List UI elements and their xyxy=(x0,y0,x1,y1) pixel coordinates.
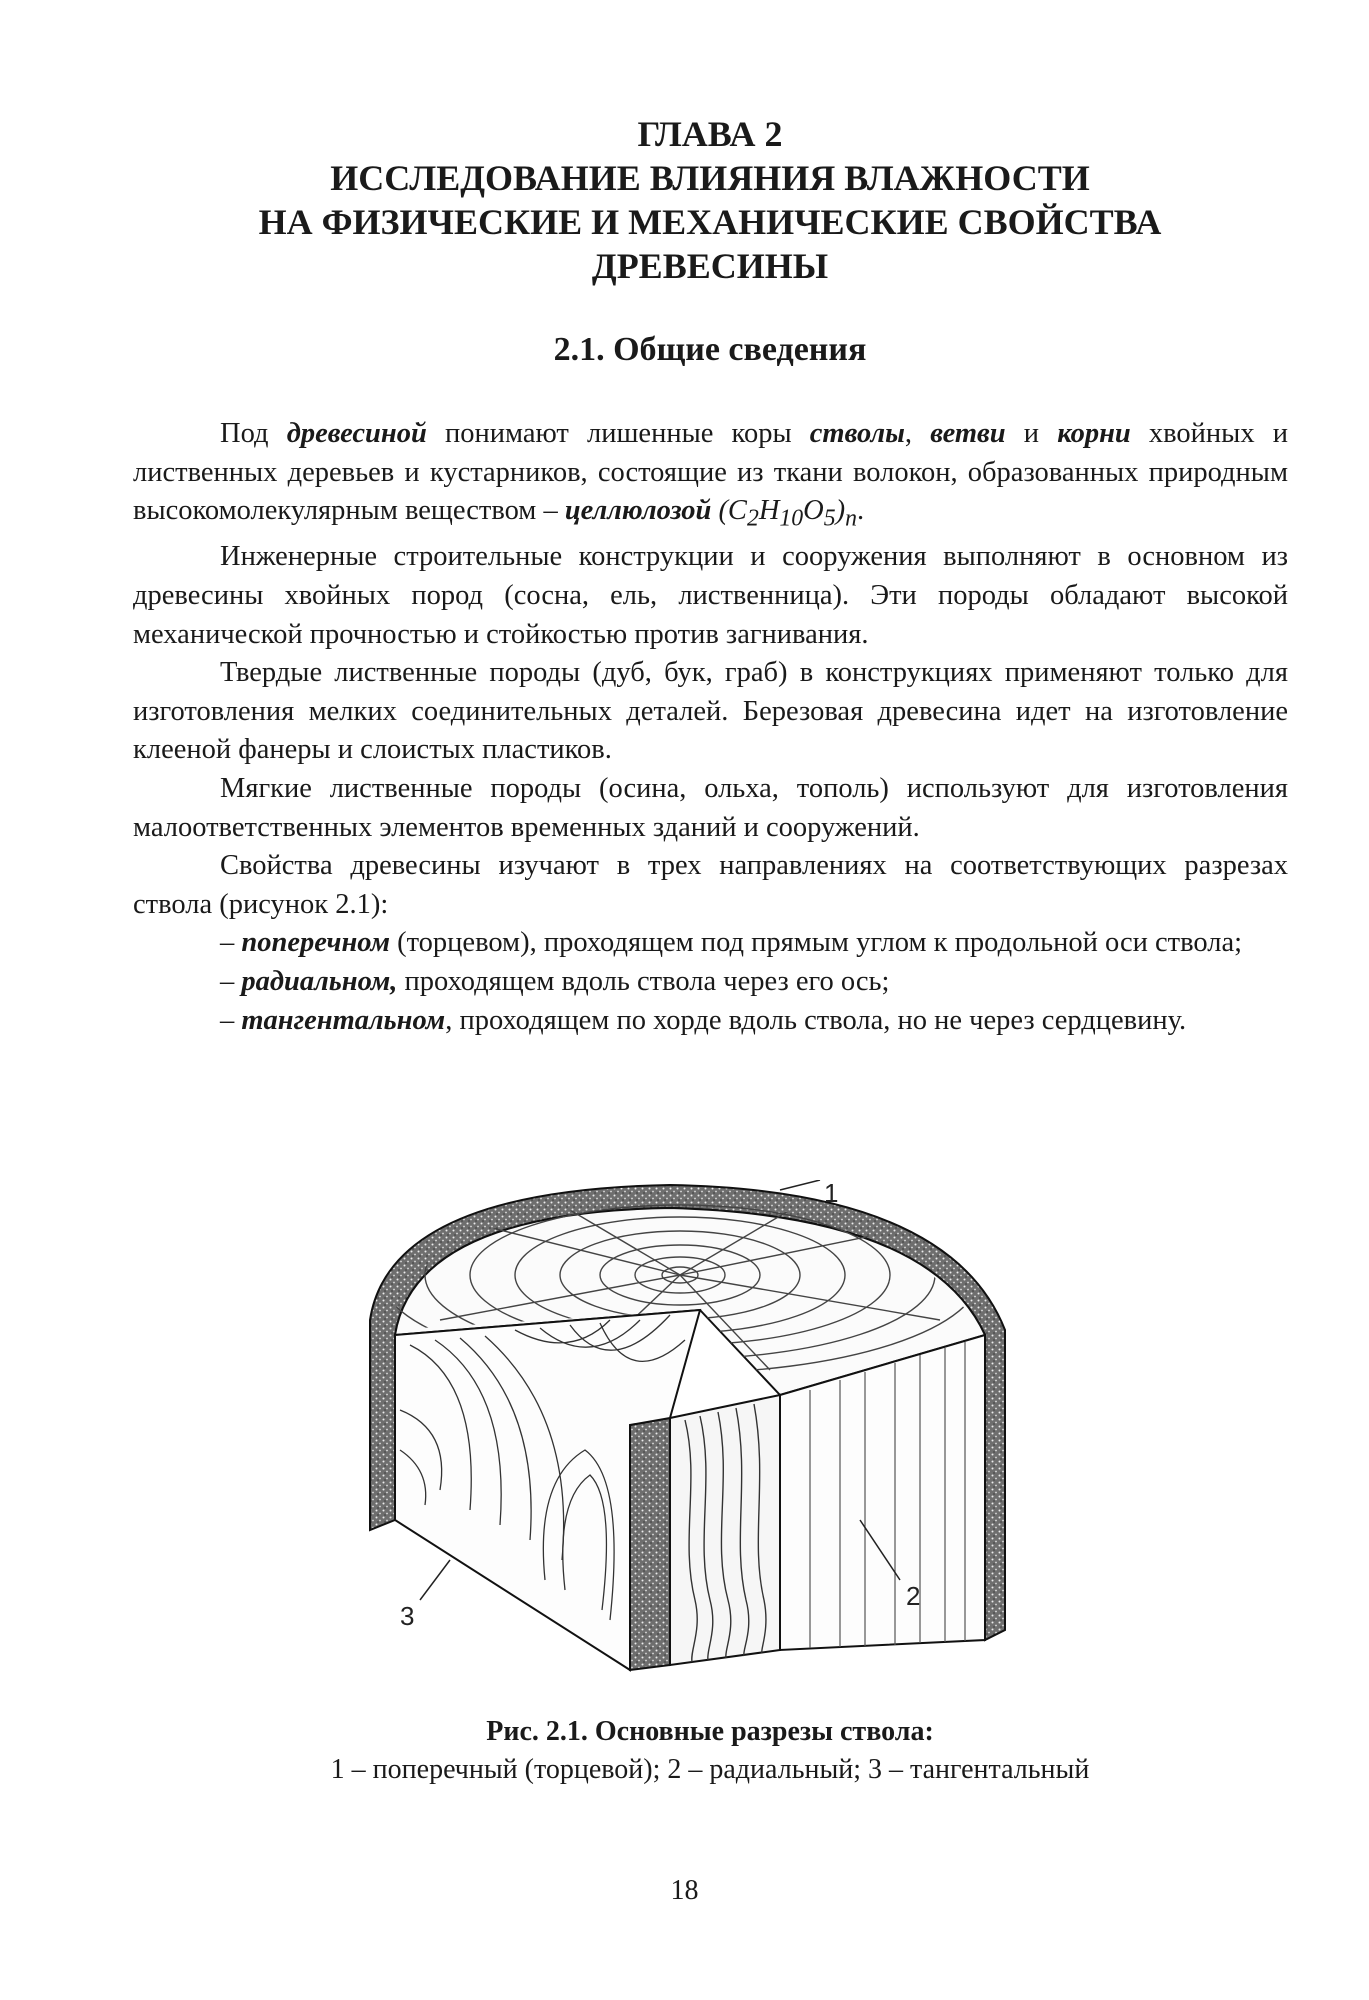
chapter-heading xyxy=(150,112,1270,288)
list-item-radial-section: – радиальном, проходящем вдоль ствола через его ось; xyxy=(220,966,890,997)
figure-label-2: 2 xyxy=(906,1581,921,1611)
trunk-sections-illustration xyxy=(340,1180,1080,1680)
chapter-title-line-1: ИССЛЕДОВАНИЕ ВЛИЯНИЯ ВЛАЖНОСТИ xyxy=(330,158,1090,198)
term-roots: корни xyxy=(1057,418,1131,449)
paragraph-coniferous: Инженерные строительные конструкции и сооружения выполняют в основном из древесины хвойных пород (сосна, ель, лиственница). Эти породы обладают высокой механической прочностью и стойкостью против загнивания. xyxy=(133,541,1288,650)
paragraph-hardwood: Твердые лиственные породы (дуб, бук, граб) в конструкциях применяют только для изготовления мелких соединительных деталей. Березовая древесина идет на изготовление клееной фанеры и слоистых пластиков. xyxy=(133,657,1288,766)
cellulose-formula: $(C_2H_{10}O_5)_n$ xyxy=(718,495,857,532)
chapter-title-line-3: ДРЕВЕСИНЫ xyxy=(591,246,829,286)
chapter-label: ГЛАВА 2 xyxy=(637,114,783,154)
page-number: 18 xyxy=(670,1875,699,1906)
figure-caption xyxy=(150,1713,1270,1789)
body-text xyxy=(133,415,1288,1040)
term-wood: древесиной xyxy=(286,418,427,449)
term-cellulose: целлюлозой xyxy=(564,495,712,527)
end-face xyxy=(670,1395,780,1665)
paragraph-directions: Свойства древесины изучают в трех направлениях на соответствующих разрезах ствола (рисунок 2.1): xyxy=(133,850,1288,920)
figure-caption-legend: 1 – поперечный (торцевой); 2 – радиальный; 3 – тангентальный xyxy=(330,1754,1090,1785)
figure-label-3: 3 xyxy=(400,1601,415,1631)
paragraph-definition: Под древесиной понимают лишенные коры стволы, ветви и корни хвойных и лиственных деревьев и кустарников, состоящие из ткани волокон, образованных природным высокомолекулярным веществом – целлюлозой $(C_2H_{10}O_5)_n$. xyxy=(133,418,1288,532)
paragraph-softwood: Мягкие лиственные породы (осина, ольха, тополь) используют для изготовления малоответственных элементов временных зданий и сооружений. xyxy=(133,773,1288,843)
chapter-title-line-2: НА ФИЗИЧЕСКИЕ И МЕХАНИЧЕСКИЕ СВОЙСТВА xyxy=(258,202,1162,242)
section-title: 2.1. Общие сведения xyxy=(553,331,867,368)
bark-front-strip xyxy=(630,1418,670,1670)
term-trunks: стволы xyxy=(809,418,905,449)
list-item-tangential-section: – тангентальном, проходящем по хорде вдоль ствола, но не через сердцевину. xyxy=(220,1004,1187,1036)
figure-label-1: 1 xyxy=(824,1180,839,1208)
term-branches: ветви xyxy=(930,418,1006,449)
list-item-cross-section: – поперечном (торцевом), проходящем под прямым углом к продольной оси ствола; xyxy=(220,927,1243,959)
figure-caption-title: Рис. 2.1. Основные разрезы ствола: xyxy=(486,1716,934,1747)
trunk-sections-figure xyxy=(340,1180,1080,1680)
